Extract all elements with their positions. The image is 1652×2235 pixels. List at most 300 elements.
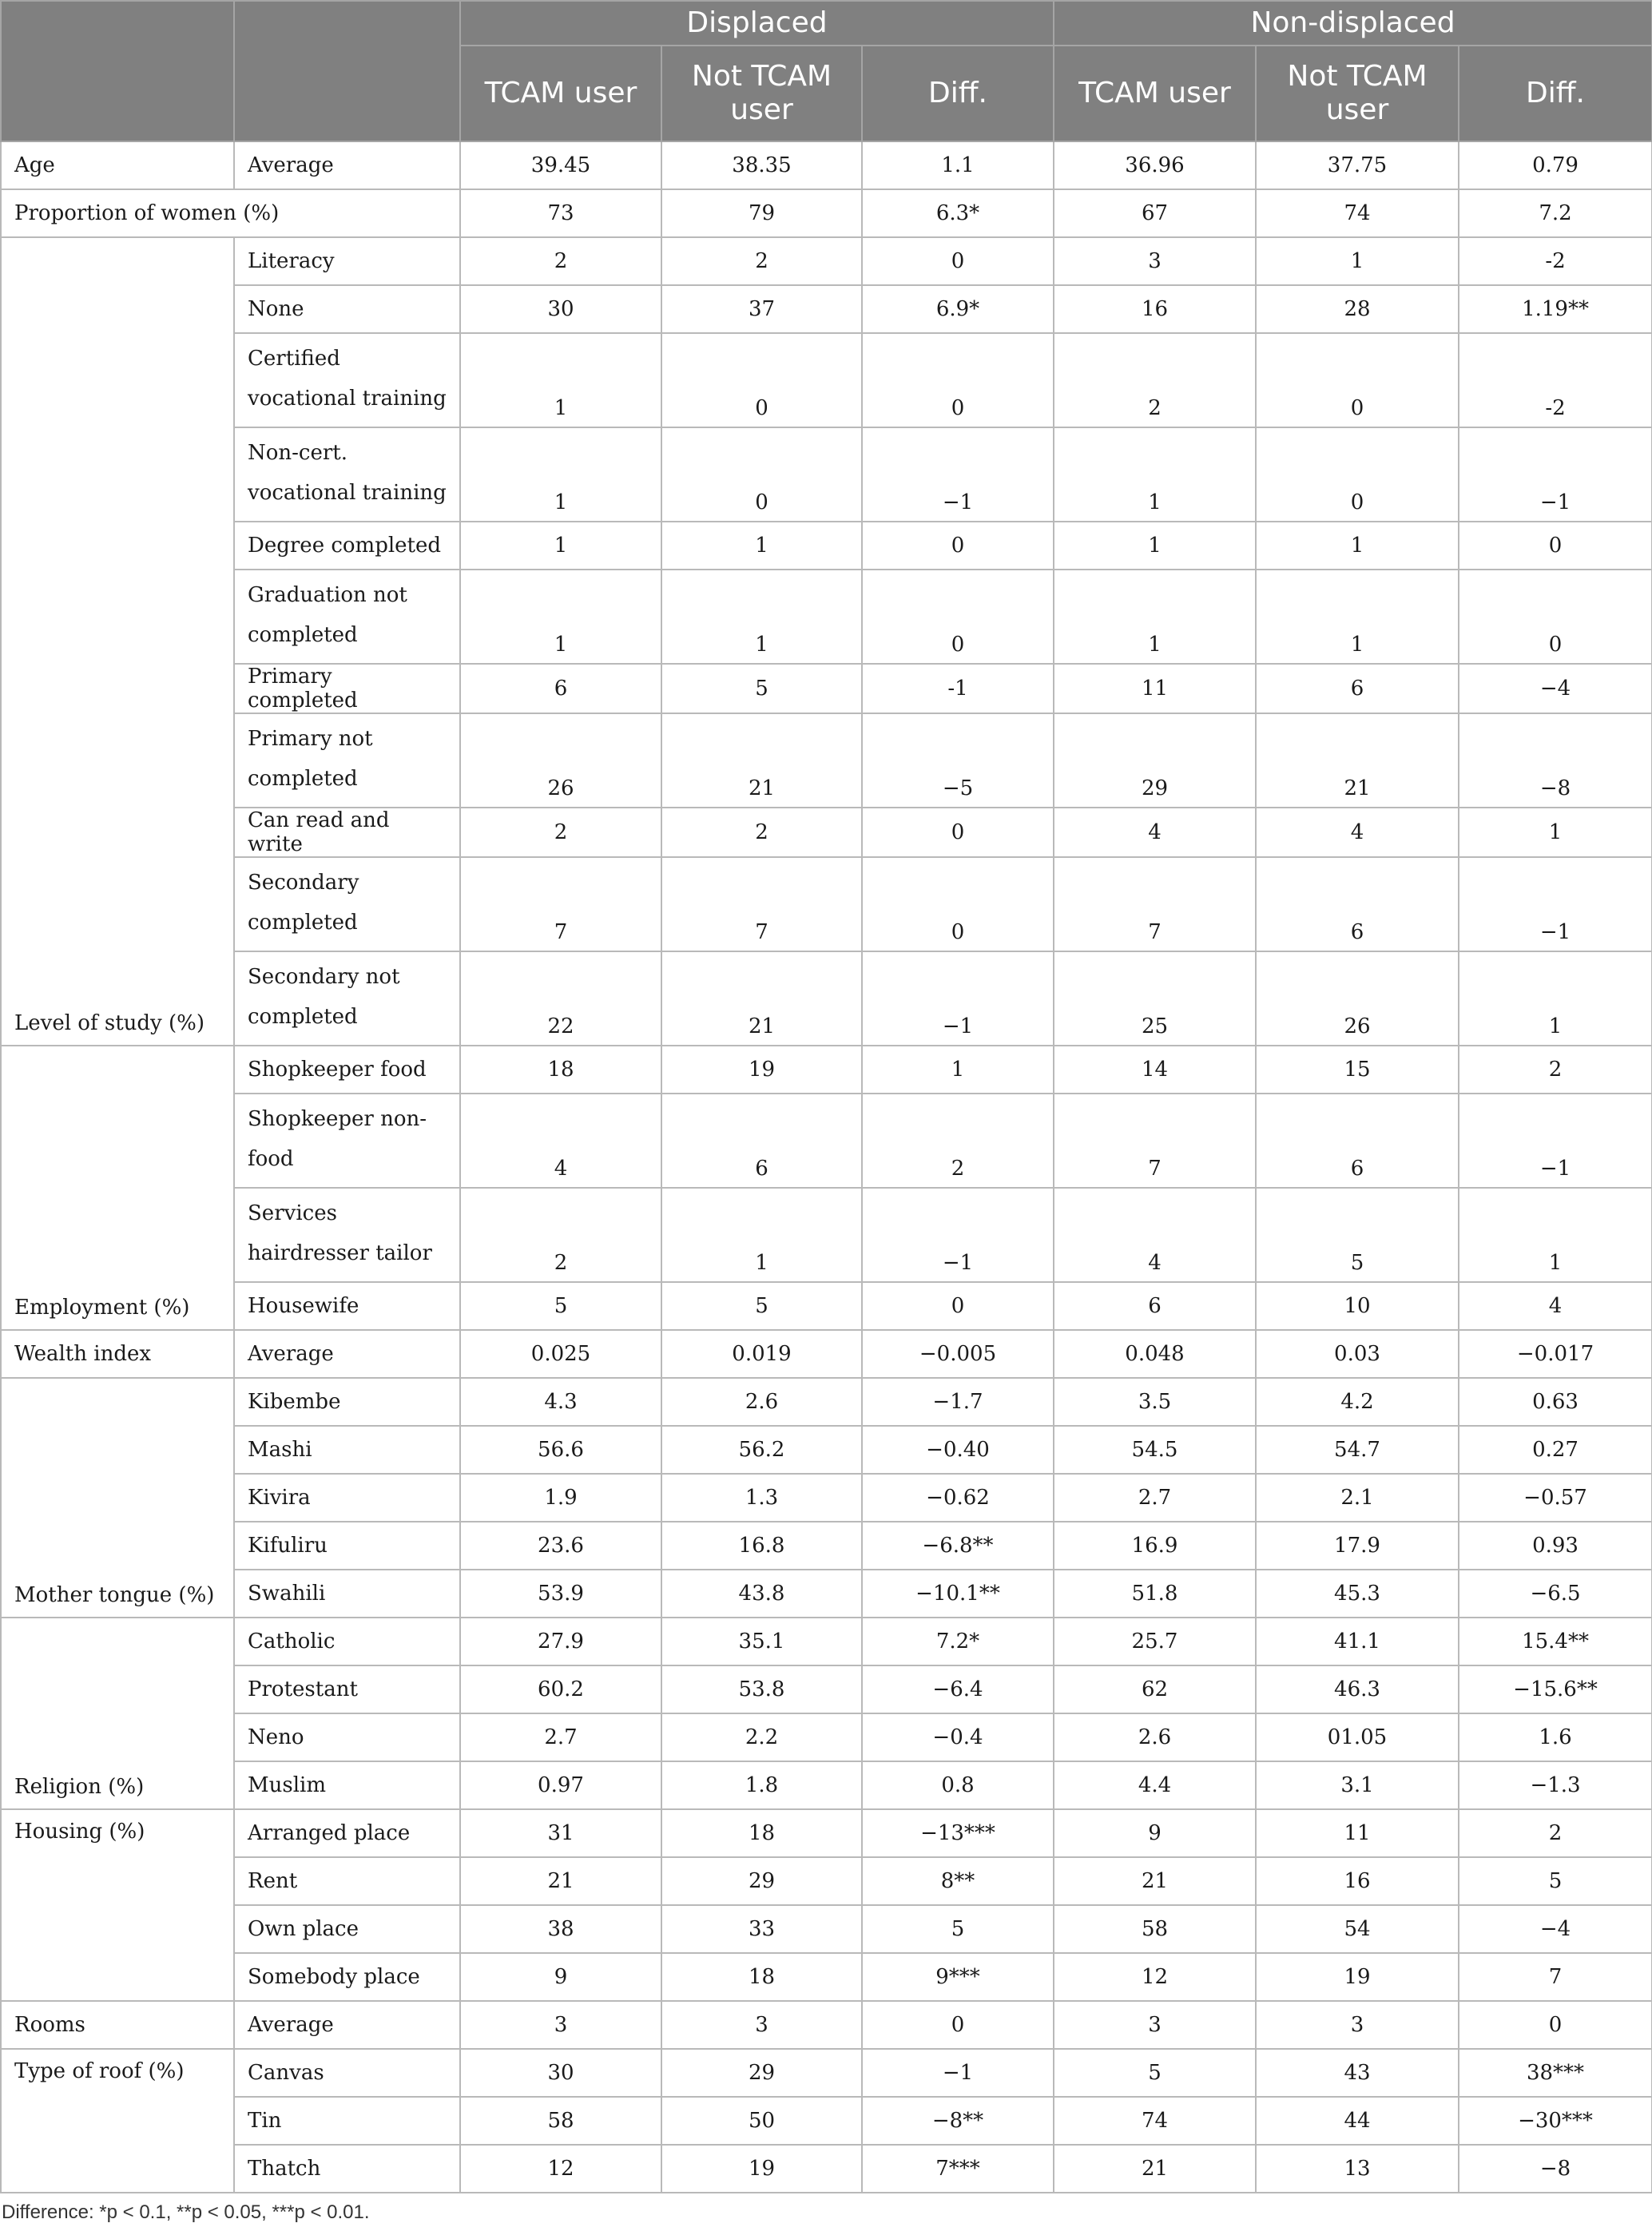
value-cell: 0 (1459, 570, 1652, 664)
value-cell: 16.8 (661, 1522, 862, 1570)
row-sub-label: Kivira (234, 1474, 460, 1522)
value-cell: 38.35 (661, 141, 862, 189)
value-cell: 3 (661, 2001, 862, 2049)
value-cell: −15.6** (1459, 1665, 1652, 1713)
value-cell: −8 (1459, 2145, 1652, 2193)
value-cell: 1 (661, 522, 862, 570)
value-cell: 0.93 (1459, 1522, 1652, 1570)
value-cell: 18 (661, 1953, 862, 2001)
value-cell: 0.79 (1459, 141, 1652, 189)
table-row (1, 1713, 1652, 1761)
value-cell: 2 (862, 1094, 1054, 1188)
value-cell: −6.4 (862, 1665, 1054, 1713)
value-cell: 60.2 (460, 1665, 661, 1713)
value-cell: 3.5 (1054, 1378, 1256, 1426)
header-group-non-displaced: Non-displaced (1054, 1, 1652, 46)
table-row (1, 237, 1652, 285)
header-blank-cell (234, 1, 460, 141)
value-cell: 6 (661, 1094, 862, 1188)
value-cell: 6 (1256, 664, 1459, 713)
table-row (1, 285, 1652, 333)
value-cell: 74 (1256, 189, 1459, 237)
row-sub-label: Average (234, 141, 460, 189)
value-cell: 7 (661, 857, 862, 951)
value-cell: 6 (460, 664, 661, 713)
value-cell: 1 (862, 1046, 1054, 1094)
value-cell: 11 (1054, 664, 1256, 713)
table-body (1, 141, 1652, 2193)
value-cell: −0.4 (862, 1713, 1054, 1761)
value-cell: 0 (862, 808, 1054, 857)
value-cell: 0 (862, 570, 1054, 664)
value-cell: 2.7 (460, 1713, 661, 1761)
row-group-label: Wealth index (1, 1330, 234, 1378)
value-cell: 37 (661, 285, 862, 333)
value-cell: 4.3 (460, 1378, 661, 1426)
value-cell: 12 (1054, 1953, 1256, 2001)
row-sub-label: Protestant (234, 1665, 460, 1713)
value-cell: 1 (1459, 951, 1652, 1046)
table-row (1, 427, 1652, 522)
value-cell: 38*** (1459, 2049, 1652, 2097)
value-cell: 2 (1459, 1809, 1652, 1857)
value-cell: 0 (862, 1282, 1054, 1330)
row-sub-label: Kifuliru (234, 1522, 460, 1570)
value-cell: 0 (862, 857, 1054, 951)
value-cell: −4 (1459, 664, 1652, 713)
value-cell: 3 (460, 2001, 661, 2049)
table-row (1, 951, 1652, 1046)
table-row (1, 1761, 1652, 1809)
table-row (1, 1665, 1652, 1713)
table-row (1, 2097, 1652, 2145)
value-cell: 4 (460, 1094, 661, 1188)
value-cell: 4.4 (1054, 1761, 1256, 1809)
value-cell: 43.8 (661, 1570, 862, 1618)
subheader-cell: Not TCAM user (661, 46, 862, 141)
value-cell: 1 (1459, 808, 1652, 857)
value-cell: 1 (1054, 570, 1256, 664)
row-sub-label: Secondary not completed (234, 951, 460, 1046)
value-cell: 56.2 (661, 1426, 862, 1474)
table-row (1, 522, 1652, 570)
value-cell: −6.5 (1459, 1570, 1652, 1618)
row-sub-label: Catholic (234, 1618, 460, 1665)
value-cell: 7 (1459, 1953, 1652, 2001)
row-group-label: Proportion of women (%) (1, 189, 460, 237)
value-cell: 9 (460, 1953, 661, 2001)
row-sub-label: Degree completed (234, 522, 460, 570)
value-cell: 6.3* (862, 189, 1054, 237)
value-cell: 51.8 (1054, 1570, 1256, 1618)
table-row (1, 1188, 1652, 1282)
row-sub-label: Average (234, 2001, 460, 2049)
table-footnote: Difference: *p < 0.1, **p < 0.05, ***p < 0.01. (2, 2201, 370, 2223)
value-cell: 7.2* (862, 1618, 1054, 1665)
value-cell: −0.62 (862, 1474, 1054, 1522)
value-cell: 0.025 (460, 1330, 661, 1378)
value-cell: 54 (1256, 1905, 1459, 1953)
value-cell: 14 (1054, 1046, 1256, 1094)
value-cell: 38 (460, 1905, 661, 1953)
row-group-label: Employment (%) (1, 1046, 234, 1330)
value-cell: 0.8 (862, 1761, 1054, 1809)
value-cell: 6 (1054, 1282, 1256, 1330)
value-cell: 67 (1054, 189, 1256, 237)
value-cell: 33 (661, 1905, 862, 1953)
value-cell: −1.7 (862, 1378, 1054, 1426)
value-cell: −1 (1459, 857, 1652, 951)
value-cell: 18 (460, 1046, 661, 1094)
table-row (1, 1809, 1652, 1857)
table-row (1, 1094, 1652, 1188)
value-cell: 19 (1256, 1953, 1459, 2001)
value-cell: 1 (1054, 427, 1256, 522)
subheader-cell: TCAM user (1054, 46, 1256, 141)
value-cell: −5 (862, 713, 1054, 808)
value-cell: -1 (862, 664, 1054, 713)
value-cell: 36.96 (1054, 141, 1256, 189)
value-cell: 41.1 (1256, 1618, 1459, 1665)
value-cell: 0.97 (460, 1761, 661, 1809)
value-cell: 2 (661, 808, 862, 857)
value-cell: 3 (1256, 2001, 1459, 2049)
value-cell: 2 (460, 808, 661, 857)
value-cell: 50 (661, 2097, 862, 2145)
row-sub-label: Literacy (234, 237, 460, 285)
row-sub-label: Certified vocational training (234, 333, 460, 427)
table-row (1, 1330, 1652, 1378)
value-cell: 7.2 (1459, 189, 1652, 237)
value-cell: 1 (661, 1188, 862, 1282)
value-cell: 35.1 (661, 1618, 862, 1665)
table-row (1, 189, 1652, 237)
value-cell: −13*** (862, 1809, 1054, 1857)
row-group-label: Rooms (1, 2001, 234, 2049)
value-cell: 0 (1459, 522, 1652, 570)
table-row (1, 1618, 1652, 1665)
value-cell: 25 (1054, 951, 1256, 1046)
value-cell: 43 (1256, 2049, 1459, 2097)
value-cell: −8 (1459, 713, 1652, 808)
row-sub-label: Shopkeeper food (234, 1046, 460, 1094)
value-cell: 21 (1054, 1857, 1256, 1905)
row-sub-label: Thatch (234, 2145, 460, 2193)
value-cell: 46.3 (1256, 1665, 1459, 1713)
value-cell: 39.45 (460, 141, 661, 189)
row-group-label: Mother tongue (%) (1, 1378, 234, 1618)
table-row (1, 713, 1652, 808)
value-cell: 9*** (862, 1953, 1054, 2001)
value-cell: 5 (661, 1282, 862, 1330)
row-sub-label: Own place (234, 1905, 460, 1953)
row-sub-label: Tin (234, 2097, 460, 2145)
value-cell: 7 (1054, 857, 1256, 951)
value-cell: 6.9* (862, 285, 1054, 333)
value-cell: 15.4** (1459, 1618, 1652, 1665)
table-row (1, 808, 1652, 857)
value-cell: 7*** (862, 2145, 1054, 2193)
value-cell: 2.2 (661, 1713, 862, 1761)
table-row (1, 1570, 1652, 1618)
value-cell: -2 (1459, 237, 1652, 285)
value-cell: 21 (460, 1857, 661, 1905)
subheader-cell: TCAM user (460, 46, 661, 141)
value-cell: 23.6 (460, 1522, 661, 1570)
value-cell: −1 (862, 1188, 1054, 1282)
value-cell: 1 (661, 570, 862, 664)
value-cell: 19 (661, 2145, 862, 2193)
value-cell: 2.7 (1054, 1474, 1256, 1522)
header-group-displaced: Displaced (460, 1, 1054, 46)
value-cell: 44 (1256, 2097, 1459, 2145)
value-cell: 0.03 (1256, 1330, 1459, 1378)
value-cell: −1 (862, 427, 1054, 522)
row-sub-label: Non-cert. vocational training (234, 427, 460, 522)
value-cell: 1 (1256, 522, 1459, 570)
value-cell: 58 (1054, 1905, 1256, 1953)
value-cell: 5 (460, 1282, 661, 1330)
value-cell: 2 (1054, 333, 1256, 427)
subheader-cell: Not TCAM user (1256, 46, 1459, 141)
value-cell: 0 (1459, 2001, 1652, 2049)
value-cell: −4 (1459, 1905, 1652, 1953)
row-sub-label: Somebody place (234, 1953, 460, 2001)
value-cell: 11 (1256, 1809, 1459, 1857)
table-row (1, 570, 1652, 664)
row-sub-label: Kibembe (234, 1378, 460, 1426)
table-row (1, 1857, 1652, 1905)
value-cell: 1 (1054, 522, 1256, 570)
value-cell: 4 (1054, 1188, 1256, 1282)
value-cell: 2 (460, 237, 661, 285)
value-cell: 5 (1054, 2049, 1256, 2097)
value-cell: 26 (460, 713, 661, 808)
value-cell: 2 (460, 1188, 661, 1282)
value-cell: 1.9 (460, 1474, 661, 1522)
value-cell: 30 (460, 285, 661, 333)
value-cell: 53.8 (661, 1665, 862, 1713)
value-cell: 29 (661, 2049, 862, 2097)
table-row (1, 1378, 1652, 1426)
value-cell: 0 (661, 333, 862, 427)
value-cell: 15 (1256, 1046, 1459, 1094)
value-cell: 17.9 (1256, 1522, 1459, 1570)
value-cell: 16.9 (1054, 1522, 1256, 1570)
value-cell: −0.005 (862, 1330, 1054, 1378)
value-cell: 1.6 (1459, 1713, 1652, 1761)
subheader-cell: Diff. (862, 46, 1054, 141)
table-row (1, 1474, 1652, 1522)
value-cell: 21 (1054, 2145, 1256, 2193)
value-cell: 6 (1256, 1094, 1459, 1188)
value-cell: 12 (460, 2145, 661, 2193)
table-row (1, 1046, 1652, 1094)
value-cell: 5 (1256, 1188, 1459, 1282)
row-sub-label: Primary not completed (234, 713, 460, 808)
value-cell: 62 (1054, 1665, 1256, 1713)
value-cell: 0 (862, 2001, 1054, 2049)
value-cell: −0.40 (862, 1426, 1054, 1474)
table-row (1, 664, 1652, 713)
value-cell: 0 (862, 333, 1054, 427)
value-cell: 13 (1256, 2145, 1459, 2193)
value-cell: 74 (1054, 2097, 1256, 2145)
value-cell: 4 (1256, 808, 1459, 857)
row-sub-label: Graduation not completed (234, 570, 460, 664)
value-cell: −1 (1459, 1094, 1652, 1188)
value-cell: 0 (862, 522, 1054, 570)
value-cell: 1.1 (862, 141, 1054, 189)
table-row (1, 1522, 1652, 1570)
table-row (1, 141, 1652, 189)
value-cell: 2 (1459, 1046, 1652, 1094)
row-sub-label: Housewife (234, 1282, 460, 1330)
value-cell: 2 (661, 237, 862, 285)
value-cell: 1.3 (661, 1474, 862, 1522)
value-cell: 0.63 (1459, 1378, 1652, 1426)
value-cell: 1 (460, 427, 661, 522)
value-cell: 8** (862, 1857, 1054, 1905)
value-cell: 19 (661, 1046, 862, 1094)
row-group-label: Level of study (%) (1, 237, 234, 1046)
value-cell: −1 (862, 2049, 1054, 2097)
row-sub-label: Services hairdresser tailor (234, 1188, 460, 1282)
value-cell: 6 (1256, 857, 1459, 951)
value-cell: −0.017 (1459, 1330, 1652, 1378)
value-cell: 1 (1256, 237, 1459, 285)
value-cell: 1.19** (1459, 285, 1652, 333)
row-sub-label: Swahili (234, 1570, 460, 1618)
value-cell: 16 (1256, 1857, 1459, 1905)
value-cell: 10 (1256, 1282, 1459, 1330)
table-row (1, 2001, 1652, 2049)
value-cell: 0.048 (1054, 1330, 1256, 1378)
value-cell: 54.5 (1054, 1426, 1256, 1474)
value-cell: 1 (1459, 1188, 1652, 1282)
table-row (1, 857, 1652, 951)
value-cell: −1 (862, 951, 1054, 1046)
value-cell: 30 (460, 2049, 661, 2097)
row-sub-label: Primary completed (234, 664, 460, 713)
value-cell: 7 (460, 857, 661, 951)
value-cell: 73 (460, 189, 661, 237)
table-row (1, 1953, 1652, 2001)
row-group-label: Religion (%) (1, 1618, 234, 1809)
row-sub-label: Average (234, 1330, 460, 1378)
value-cell: 53.9 (460, 1570, 661, 1618)
value-cell: −10.1** (862, 1570, 1054, 1618)
row-group-label: Age (1, 141, 234, 189)
value-cell: 1 (460, 333, 661, 427)
value-cell: 1 (1256, 570, 1459, 664)
value-cell: 22 (460, 951, 661, 1046)
value-cell: 21 (1256, 713, 1459, 808)
value-cell: 5 (1459, 1857, 1652, 1905)
value-cell: 21 (661, 713, 862, 808)
table-row (1, 333, 1652, 427)
value-cell: 1 (460, 570, 661, 664)
value-cell: 54.7 (1256, 1426, 1459, 1474)
value-cell: 5 (862, 1905, 1054, 1953)
value-cell: 0 (1256, 427, 1459, 522)
value-cell: 2.6 (661, 1378, 862, 1426)
value-cell: 18 (661, 1809, 862, 1857)
value-cell: 1 (460, 522, 661, 570)
value-cell: 28 (1256, 285, 1459, 333)
value-cell: 4 (1054, 808, 1256, 857)
value-cell: 29 (661, 1857, 862, 1905)
value-cell: 26 (1256, 951, 1459, 1046)
value-cell: 9 (1054, 1809, 1256, 1857)
value-cell: −0.57 (1459, 1474, 1652, 1522)
value-cell: 4.2 (1256, 1378, 1459, 1426)
value-cell: 3 (1054, 237, 1256, 285)
value-cell: 3 (1054, 2001, 1256, 2049)
row-sub-label: Rent (234, 1857, 460, 1905)
value-cell: 16 (1054, 285, 1256, 333)
value-cell: 3.1 (1256, 1761, 1459, 1809)
row-sub-label: Canvas (234, 2049, 460, 2097)
row-sub-label: Neno (234, 1713, 460, 1761)
row-group-label: Type of roof (%) (1, 2049, 234, 2193)
value-cell: 29 (1054, 713, 1256, 808)
value-cell: −30*** (1459, 2097, 1652, 2145)
table-row (1, 1282, 1652, 1330)
value-cell: 2.1 (1256, 1474, 1459, 1522)
value-cell: 4 (1459, 1282, 1652, 1330)
value-cell: 2.6 (1054, 1713, 1256, 1761)
value-cell: 0.27 (1459, 1426, 1652, 1474)
value-cell: −1.3 (1459, 1761, 1652, 1809)
row-sub-label: Secondary completed (234, 857, 460, 951)
value-cell: 5 (661, 664, 862, 713)
value-cell: 56.6 (460, 1426, 661, 1474)
row-sub-label: Can read and write (234, 808, 460, 857)
table-header (1, 1, 1652, 141)
row-group-label: Housing (%) (1, 1809, 234, 2001)
header-blank-cell (1, 1, 234, 141)
value-cell: −1 (1459, 427, 1652, 522)
row-sub-label: None (234, 285, 460, 333)
value-cell: −6.8** (862, 1522, 1054, 1570)
table-row (1, 2145, 1652, 2193)
row-sub-label: Shopkeeper non-food (234, 1094, 460, 1188)
row-sub-label: Mashi (234, 1426, 460, 1474)
value-cell: 45.3 (1256, 1570, 1459, 1618)
value-cell: 0 (661, 427, 862, 522)
value-cell: -2 (1459, 333, 1652, 427)
table-row (1, 2049, 1652, 2097)
value-cell: 79 (661, 189, 862, 237)
value-cell: 27.9 (460, 1618, 661, 1665)
value-cell: 31 (460, 1809, 661, 1857)
value-cell: 0.019 (661, 1330, 862, 1378)
value-cell: 37.75 (1256, 141, 1459, 189)
value-cell: 1.8 (661, 1761, 862, 1809)
value-cell: 01.05 (1256, 1713, 1459, 1761)
value-cell: 0 (1256, 333, 1459, 427)
value-cell: 58 (460, 2097, 661, 2145)
value-cell: 25.7 (1054, 1618, 1256, 1665)
table-row (1, 1905, 1652, 1953)
subheader-cell: Diff. (1459, 46, 1652, 141)
row-sub-label: Arranged place (234, 1809, 460, 1857)
value-cell: 21 (661, 951, 862, 1046)
table-row (1, 1426, 1652, 1474)
value-cell: 0 (862, 237, 1054, 285)
value-cell: 7 (1054, 1094, 1256, 1188)
